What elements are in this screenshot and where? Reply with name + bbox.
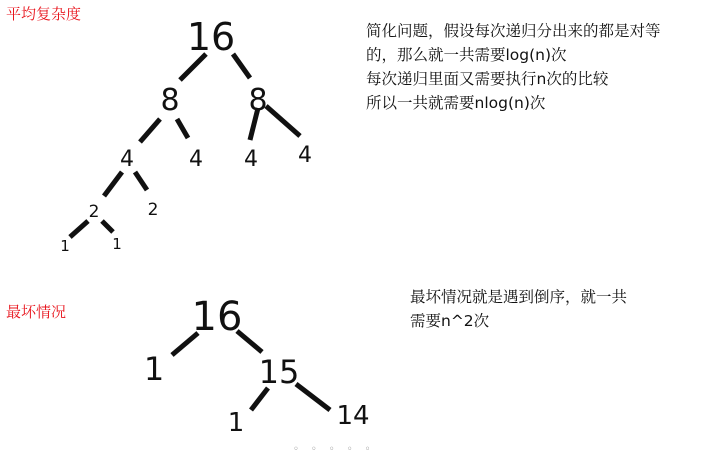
average-tree-edge (135, 172, 147, 190)
average-tree-node: 4 (189, 147, 203, 172)
average-tree-node: 8 (160, 83, 180, 118)
worst-note-line: 需要n^2次 (410, 312, 490, 330)
worst-tree-node: 15 (258, 353, 300, 391)
average-tree-node: 2 (147, 200, 159, 220)
average-tree-edge (266, 106, 300, 136)
worst-tree-node: 1 (143, 350, 165, 388)
average-note-line: 简化问题，假设每次递归分出来的都是对等 (366, 22, 661, 40)
worst-case-title: 最坏情况 (6, 303, 67, 321)
worst-note-line: 最坏情况就是遇到倒序，就一共 (410, 288, 628, 306)
average-tree-edge (177, 119, 188, 138)
average-tree-node: 16 (186, 15, 236, 59)
worst-tree-node: 16 (191, 294, 243, 340)
average-note-line: 每次递归里面又需要执行n次的比较 (366, 70, 609, 88)
average-tree-edge (70, 221, 88, 237)
average-case-title: 平均复杂度 (6, 5, 82, 23)
average-tree-node: 2 (88, 202, 100, 222)
average-tree-node: 1 (112, 235, 122, 253)
average-tree-node: 8 (248, 83, 268, 118)
worst-tree-edge (251, 388, 268, 410)
average-tree-edge (140, 119, 160, 142)
average-tree-edge (233, 54, 250, 78)
worst-tree-node: 1 (227, 408, 245, 438)
worst-tree-edge (296, 384, 330, 410)
average-tree-edge (104, 172, 122, 196)
average-tree-node: 1 (60, 237, 70, 255)
average-note-line: 的，那么就一共需要log(n)次 (366, 46, 567, 64)
pagination-dots[interactable]: ◦◦◦◦◦ (293, 444, 383, 455)
average-tree-node: 4 (120, 147, 134, 172)
worst-tree-node: 14 (336, 401, 370, 431)
average-tree-edge (102, 221, 113, 232)
average-note-line: 所以一共就需要nlog(n)次 (366, 94, 546, 112)
average-tree-node: 4 (298, 143, 312, 168)
average-tree-node: 4 (244, 147, 258, 172)
